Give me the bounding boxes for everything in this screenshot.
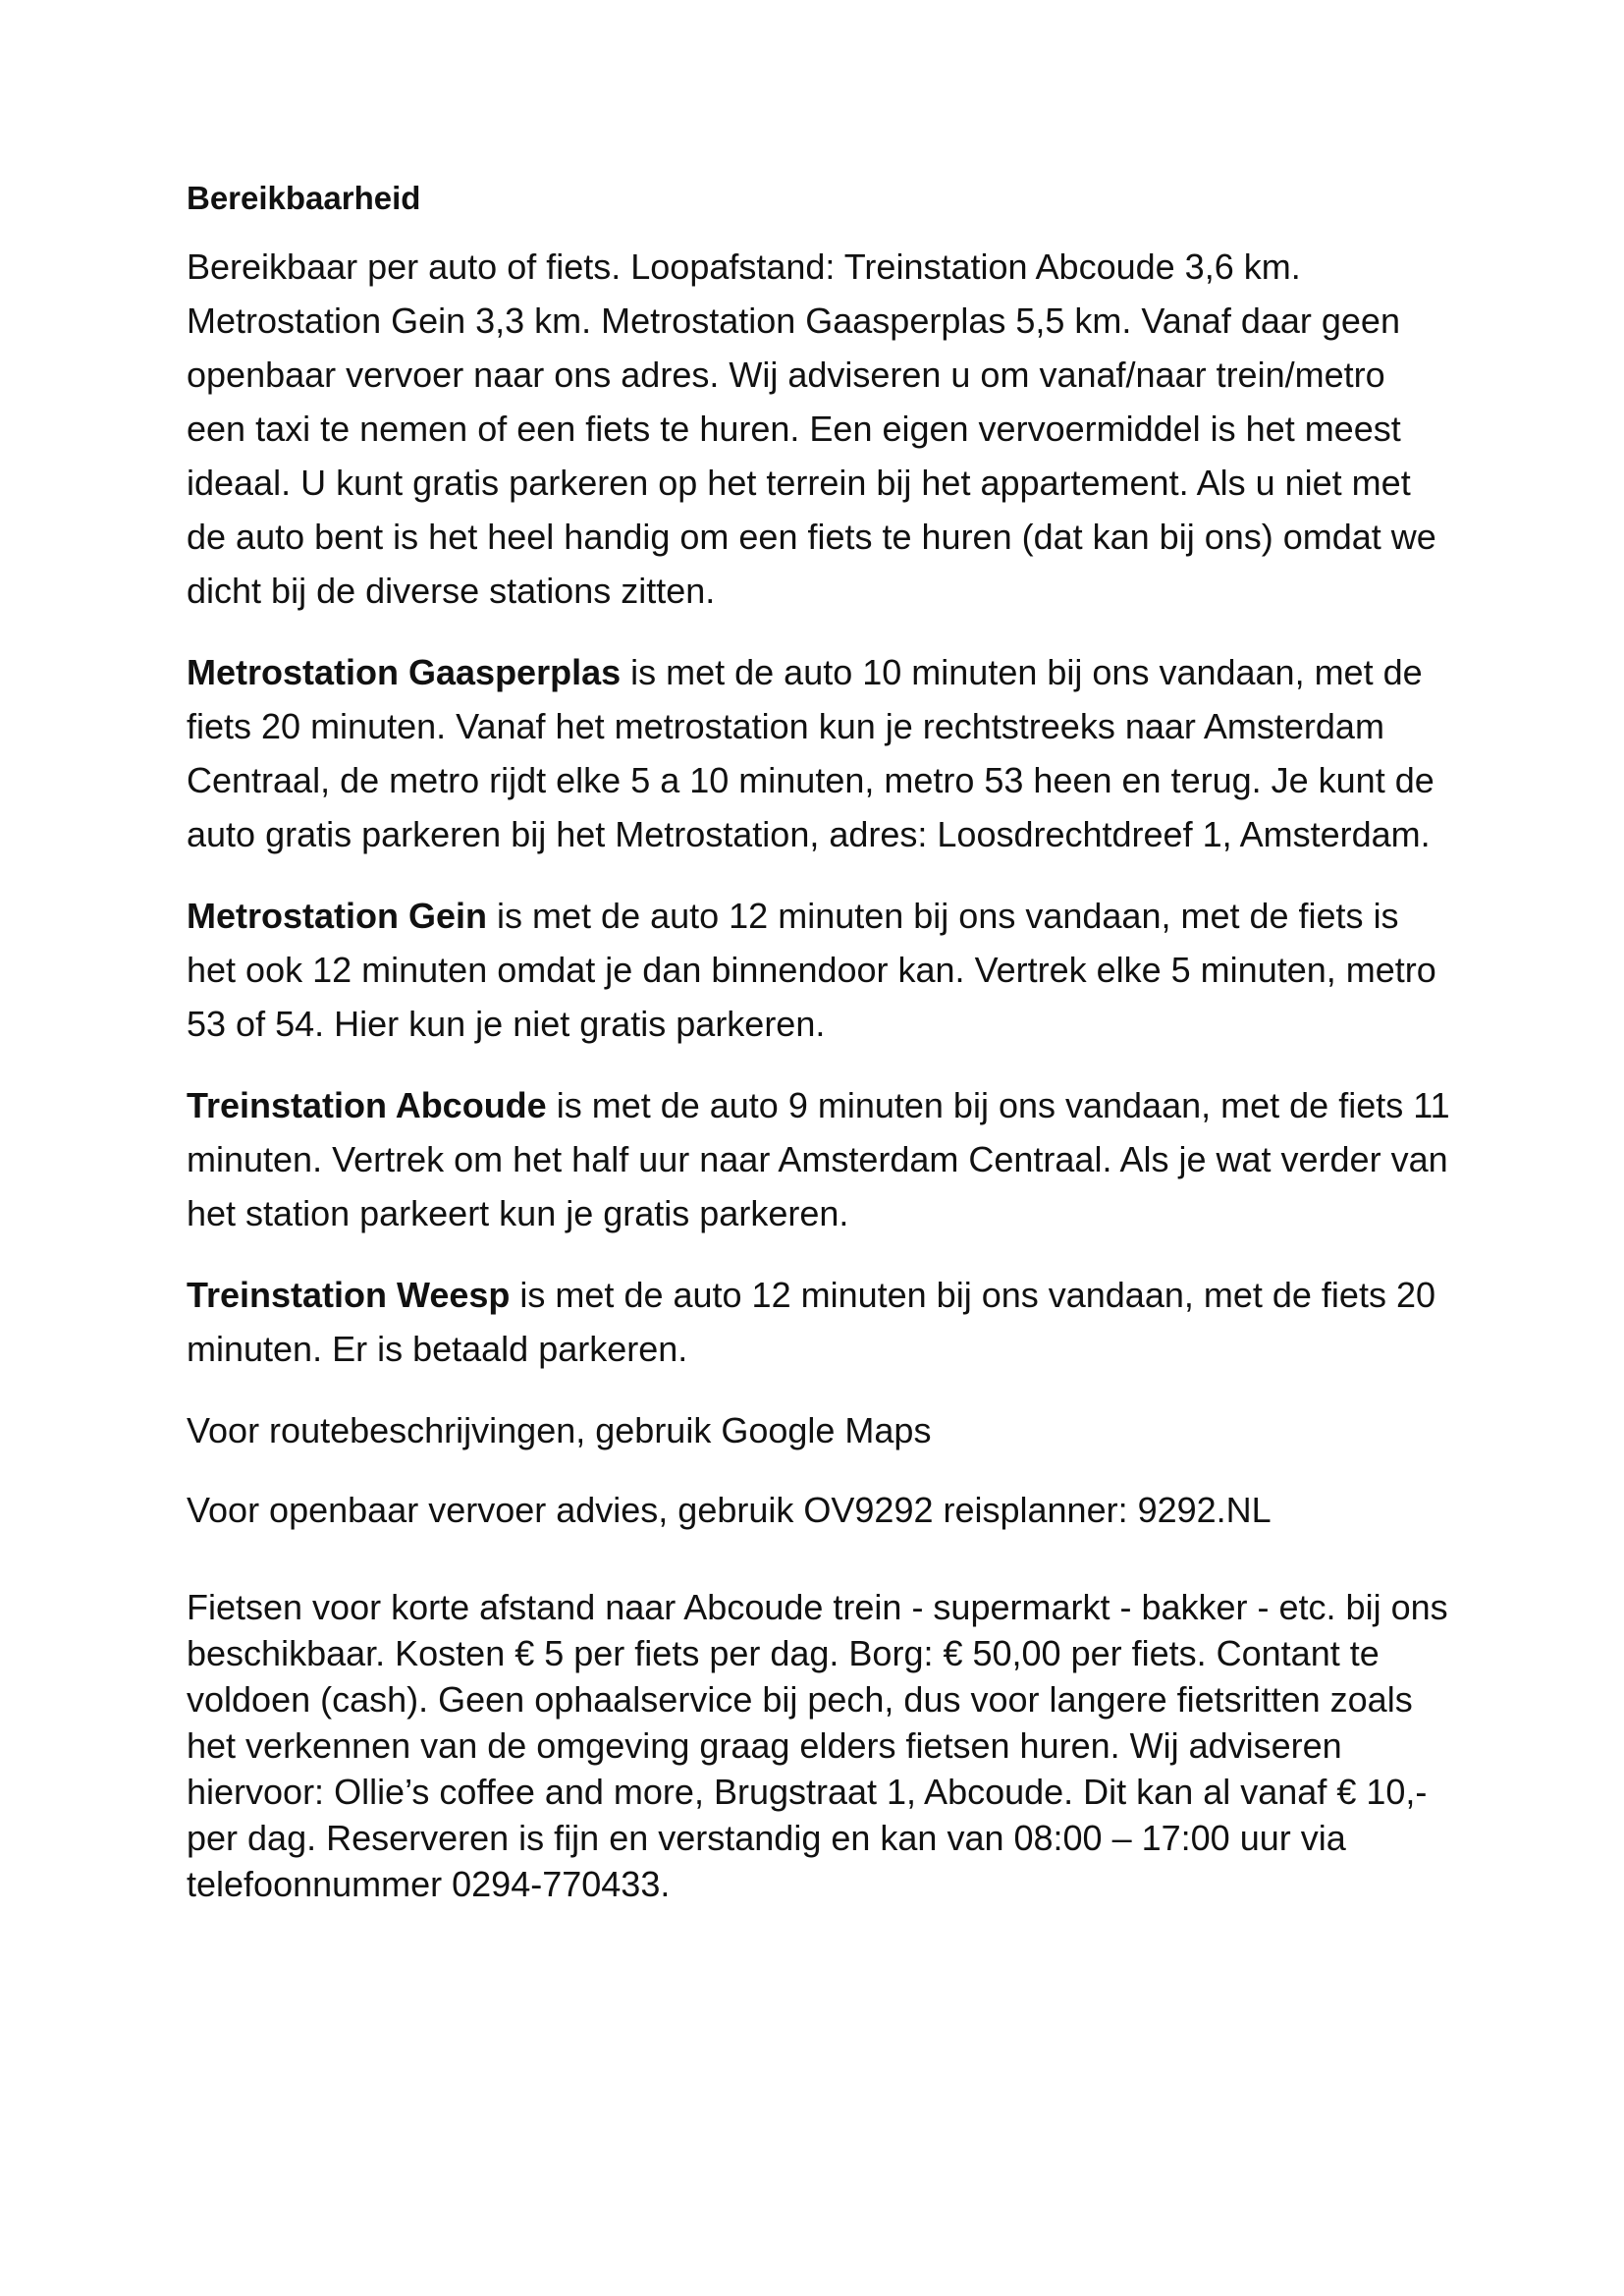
- station-name: Treinstation Abcoude: [187, 1085, 547, 1125]
- station-name: Metrostation Gaasperplas: [187, 652, 622, 692]
- intro-paragraph: Bereikbaar per auto of fiets. Loopafstand: Treinstation Abcoude 3,6 km. Metrostation Gein 3,3 km. Metrostation Gaasperplas 5,5 km. Vanaf daar geen openbaar vervoer naar ons adres. Wij adviseren u om vanaf/naar trein/metro een taxi te nemen of een fiets te huren. Een eigen vervoermiddel is het meest ideaal. U kunt gratis parkeren op het terrein bij het appartement. Als u niet met de auto bent is het heel handig om een fiets te huren (dat kan bij ons) omdat we dicht bij de diverse stations zitten.: [187, 246, 1436, 611]
- document-page: [187, 177, 1453, 1935]
- station-description: is met de auto 12 minuten bij ons vandaan, met de fiets 20 minuten. Er is betaald parkeren.: [187, 1275, 1435, 1369]
- station-description: is met de auto 12 minuten bij ons vandaan, met de fiets is het ook 12 minuten omdat je dan binnendoor kan. Vertrek elke 5 minuten, metro 53 of 54. Hier kun je niet gratis parkeren.: [187, 896, 1436, 1044]
- station-name: Treinstation Weesp: [187, 1275, 511, 1315]
- route-note: Voor routebeschrijvingen, gebruik Google Maps: [187, 1410, 932, 1450]
- station-paragraph-gaasperplas: [187, 645, 1453, 861]
- station-paragraph-gein: [187, 889, 1453, 1051]
- station-paragraph-weesp: [187, 1268, 1453, 1376]
- station-description: is met de auto 10 minuten bij ons vandaan, met de fiets 20 minuten. Vanaf het metrostation kun je rechtstreeks naar Amsterdam Centraal, de metro rijdt elke 5 a 10 minuten, metro 53 heen en terug. Je kunt de auto gratis parkeren bij het Metrostation, adres: Loosdrechtdreef 1, Amsterdam.: [187, 652, 1435, 854]
- station-name: Metrostation Gein: [187, 896, 488, 936]
- page-title: Bereikbaarheid: [187, 180, 421, 216]
- station-description: is met de auto 9 minuten bij ons vandaan, met de fiets 11 minuten. Vertrek om het half uur naar Amsterdam Centraal. Als je wat verder van het station parkeert kun je gratis parkeren.: [187, 1085, 1450, 1233]
- bike-rental-paragraph: Fietsen voor korte afstand naar Abcoude trein - supermarkt - bakker - etc. bij ons beschikbaar. Kosten € 5 per fiets per dag. Borg: € 50,00 per fiets. Contant te voldoen (cash). Geen ophaalservice bij pech, dus voor langere fietsritten zoals het verkennen van de omgeving graag elders fietsen huren. Wij adviseren hiervoor: Ollie’s coffee and more, Brugstraat 1, Abcoude. Dit kan al vanaf € 10,- per dag. Reserveren is fijn en verstandig en kan van 08:00 – 17:00 uur via telefoonnummer 0294-770433.: [187, 1587, 1448, 1904]
- public-transport-note: Voor openbaar vervoer advies, gebruik OV9292 reisplanner: 9292.NL: [187, 1490, 1272, 1530]
- station-paragraph-abcoude: [187, 1078, 1453, 1240]
